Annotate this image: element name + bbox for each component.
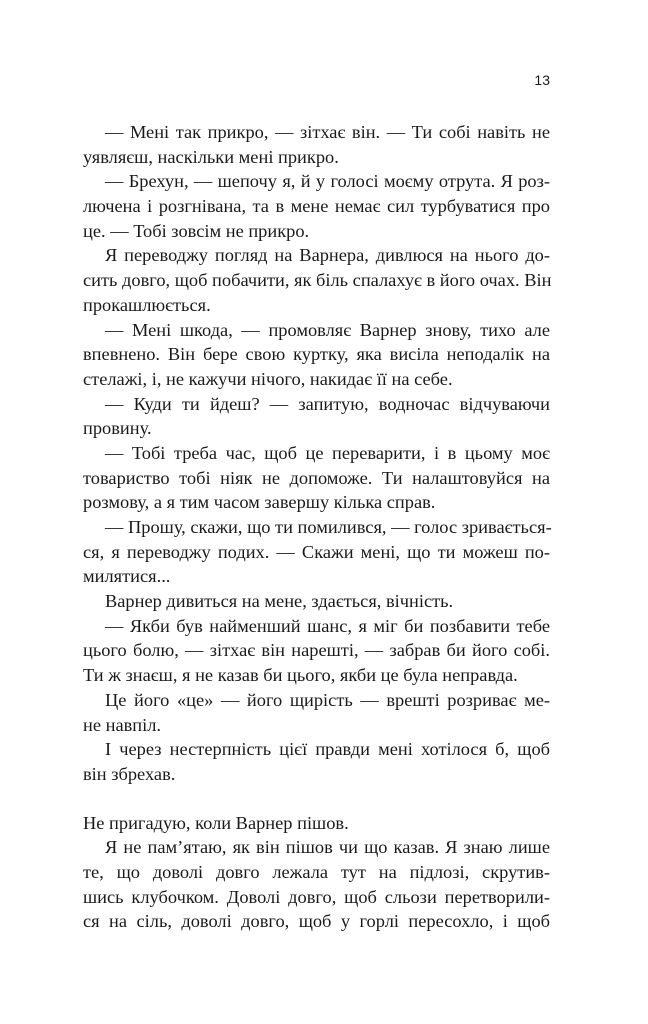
- paragraph: [83, 688, 550, 737]
- paragraph: [83, 120, 550, 169]
- text-line: те, що доволі довго лежала тут на підлозі, скрутив-: [83, 861, 550, 882]
- text-line: Не пригадую, коли Варнер пішов.: [83, 812, 349, 833]
- paragraph: [83, 737, 550, 786]
- text-line: лючена і розгнівана, та в мене немає сил турбуватися про: [83, 196, 550, 217]
- text-line: Ти ж знаєш, я не казав би цього, якби це була неправда.: [83, 665, 518, 686]
- text-line: впевнено. Він бере свою куртку, яка висіла неподалік на: [83, 344, 550, 365]
- text-line: Варнер дивиться на мене, здається, вічність.: [105, 591, 454, 612]
- text-line: Я переводжу погляд на Варнера, дивлюся на нього до-: [105, 245, 550, 266]
- page-number: 13: [534, 72, 550, 88]
- text-line: — Тобі треба час, щоб це переварити, і в цьому моє: [105, 442, 550, 463]
- text-line: Це його «це» — його щирість — врешті розриває ме-: [105, 689, 550, 710]
- paragraph: [83, 835, 550, 934]
- paragraph: [83, 589, 550, 614]
- paragraph: [83, 614, 550, 688]
- text-line: він збрехав.: [83, 763, 176, 784]
- text-line: стелажі, і, не кажучи нічого, накидає її на себе.: [83, 368, 453, 389]
- text-line: І через нестерпність цієї правди мені хотілося б, щоб: [105, 739, 550, 760]
- text-line: товариство тобі ніяк не допоможе. Ти налаштовуйся на: [83, 467, 550, 488]
- body-text: [83, 120, 550, 934]
- text-line: — Куди ти йдеш? — запитую, водночас відчуваючи: [105, 393, 550, 414]
- text-line: — Якби був найменший шанс, я міг би позбавити тебе: [105, 615, 550, 636]
- text-line: цього болю, — зітхає він нарешті, — забрав би його собі.: [83, 640, 550, 661]
- section-break: [83, 787, 550, 811]
- paragraph: [83, 169, 550, 243]
- text-line: ся на сіль, доволі довго, щоб у горлі пересохло, і щоб: [83, 911, 550, 932]
- paragraph: [83, 318, 550, 392]
- text-line: розмову, а я тим часом завершу кілька справ.: [83, 492, 436, 513]
- text-line: шись клубочком. Доволі довго, щоб сльози перетворили-: [83, 886, 550, 907]
- text-line: — Брехун, — шепочу я, й у голосі моєму отрута. Я роз-: [105, 171, 550, 192]
- text-line: це. — Тобі зовсім не прикро.: [83, 220, 310, 241]
- paragraph: [83, 811, 550, 836]
- text-line: ся, я переводжу подих. — Скажи мені, що ти можеш по-: [83, 541, 550, 562]
- text-line: провину.: [83, 418, 152, 439]
- text-line: — Мені так прикро, — зітхає він. — Ти собі навіть не: [105, 122, 550, 142]
- text-line: Я не пам’ятаю, як він пішов чи що казав. Я знаю лише: [105, 837, 550, 858]
- paragraph: [83, 243, 550, 317]
- text-line: прокашлюється.: [83, 294, 211, 315]
- paragraph: [83, 441, 550, 515]
- paragraph: [83, 392, 550, 441]
- text-line: — Прошу, скажи, що ти помилився, — голос зривається-: [105, 517, 552, 537]
- text-line: уявляєш, наскільки мені прикро.: [83, 146, 339, 167]
- paragraph: [83, 515, 550, 589]
- text-line: сить довго, щоб побачити, як біль спалахує в його очах. Він: [83, 270, 552, 291]
- text-line: — Мені шкода, — промовляє Варнер знову, тихо але: [105, 319, 550, 340]
- text-line: милятися...: [83, 566, 171, 587]
- text-line: не навпіл.: [83, 714, 162, 735]
